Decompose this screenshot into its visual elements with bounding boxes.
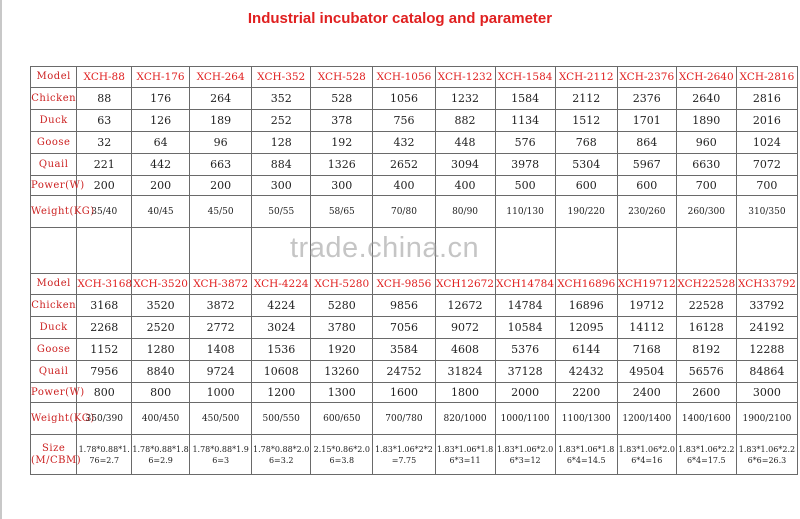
top-row-goose (31, 132, 798, 154)
weight-cell: 260/300 (676, 196, 736, 228)
chicken-cell: 22528 (676, 295, 736, 317)
blank-cell (736, 228, 797, 274)
duck-cell: 882 (435, 110, 495, 132)
size-cell: 1.83*1.06*2.26*4=17.5 (676, 435, 736, 475)
weight-cell: 230/260 (617, 196, 676, 228)
weight-cell: 70/80 (373, 196, 435, 228)
chicken-cell: 352 (252, 88, 311, 110)
power-cell: 600 (617, 176, 676, 196)
chicken-cell: 264 (190, 88, 252, 110)
power-cell: 400 (435, 176, 495, 196)
blank-cell (495, 228, 555, 274)
quail-cell: 663 (190, 154, 252, 176)
bottom-row-weight (31, 403, 798, 435)
model-cell: XCH-528 (311, 67, 373, 88)
duck-cell: 63 (77, 110, 132, 132)
power-cell: 1000 (190, 383, 252, 403)
goose-cell: 1024 (736, 132, 797, 154)
model-cell: XCH-1232 (435, 67, 495, 88)
model-cell: XCH22528 (676, 274, 736, 295)
catalog-table-bottom (30, 273, 798, 475)
model-cell: XCH-5280 (311, 274, 373, 295)
weight-cell: 350/390 (77, 403, 132, 435)
size-cell: 1.83*1.06*1.86*3=11 (435, 435, 495, 475)
model-cell: XCH-2112 (555, 67, 617, 88)
duck-cell: 189 (190, 110, 252, 132)
quail-cell: 31824 (435, 361, 495, 383)
model-cell: XCH-3520 (132, 274, 190, 295)
blank-cell (555, 228, 617, 274)
model-cell: XCH33792 (736, 274, 797, 295)
row-label-chicken: Chicken (31, 88, 77, 110)
power-cell: 400 (373, 176, 435, 196)
chicken-cell: 176 (132, 88, 190, 110)
quail-cell: 24752 (373, 361, 435, 383)
chicken-cell: 4224 (252, 295, 311, 317)
weight-cell: 190/220 (555, 196, 617, 228)
model-cell: XCH-1584 (495, 67, 555, 88)
goose-cell: 3584 (373, 339, 435, 361)
blank-cell (77, 228, 132, 274)
size-cell: 1.78*0.88*1.86=2.9 (132, 435, 190, 475)
weight-cell: 35/40 (77, 196, 132, 228)
duck-cell: 16128 (676, 317, 736, 339)
chicken-cell: 3168 (77, 295, 132, 317)
duck-cell: 2268 (77, 317, 132, 339)
duck-cell: 2772 (190, 317, 252, 339)
chicken-cell: 19712 (617, 295, 676, 317)
goose-cell: 6144 (555, 339, 617, 361)
size-cell: 1.83*1.06*2.06*4=16 (617, 435, 676, 475)
duck-cell: 2520 (132, 317, 190, 339)
goose-cell: 864 (617, 132, 676, 154)
bottom-row-model (31, 274, 798, 295)
weight-cell: 1400/1600 (676, 403, 736, 435)
top-row-model (31, 67, 798, 88)
model-cell: XCH16896 (555, 274, 617, 295)
row-label-power: Power(W) (31, 383, 77, 403)
quail-cell: 3094 (435, 154, 495, 176)
chicken-cell: 1232 (435, 88, 495, 110)
weight-cell: 40/45 (132, 196, 190, 228)
quail-cell: 5967 (617, 154, 676, 176)
power-cell: 2600 (676, 383, 736, 403)
bottom-row-power (31, 383, 798, 403)
weight-cell: 50/55 (252, 196, 311, 228)
quail-cell: 3978 (495, 154, 555, 176)
goose-cell: 8192 (676, 339, 736, 361)
weight-cell: 600/650 (311, 403, 373, 435)
duck-cell: 1134 (495, 110, 555, 132)
power-cell: 3000 (736, 383, 797, 403)
size-cell: 1.78*0.88*1.96=3 (190, 435, 252, 475)
model-cell: XCH14784 (495, 274, 555, 295)
weight-cell: 820/1000 (435, 403, 495, 435)
row-label-duck: Duck (31, 317, 77, 339)
chicken-cell: 3872 (190, 295, 252, 317)
weight-cell: 700/780 (373, 403, 435, 435)
quail-cell: 221 (77, 154, 132, 176)
quail-cell: 49504 (617, 361, 676, 383)
bottom-row-goose (31, 339, 798, 361)
size-cell: 2.15*0.86*2.06=3.8 (311, 435, 373, 475)
weight-cell: 1100/1300 (555, 403, 617, 435)
duck-cell: 9072 (435, 317, 495, 339)
chicken-cell: 1056 (373, 88, 435, 110)
quail-cell: 442 (132, 154, 190, 176)
duck-cell: 1512 (555, 110, 617, 132)
model-cell: XCH-2376 (617, 67, 676, 88)
duck-cell: 378 (311, 110, 373, 132)
goose-cell: 1536 (252, 339, 311, 361)
goose-cell: 768 (555, 132, 617, 154)
model-cell: XCH-3872 (190, 274, 252, 295)
duck-cell: 3024 (252, 317, 311, 339)
model-cell: XCH-2816 (736, 67, 797, 88)
row-label-power: Power(W) (31, 176, 77, 196)
duck-cell: 12095 (555, 317, 617, 339)
top-row-chicken (31, 88, 798, 110)
weight-cell: 500/550 (252, 403, 311, 435)
model-cell: XCH-3168 (77, 274, 132, 295)
weight-cell: 1200/1400 (617, 403, 676, 435)
model-cell: XCH12672 (435, 274, 495, 295)
size-cell: 1.78*0.88*2.06=3.2 (252, 435, 311, 475)
power-cell: 1600 (373, 383, 435, 403)
model-cell: XCH-9856 (373, 274, 435, 295)
chicken-cell: 88 (77, 88, 132, 110)
bottom-row-quail (31, 361, 798, 383)
bottom-row-size (31, 435, 798, 475)
model-cell: XCH-264 (190, 67, 252, 88)
model-cell: XCH-176 (132, 67, 190, 88)
power-cell: 600 (555, 176, 617, 196)
quail-cell: 7072 (736, 154, 797, 176)
power-cell: 700 (736, 176, 797, 196)
chicken-cell: 3520 (132, 295, 190, 317)
quail-cell: 6630 (676, 154, 736, 176)
power-cell: 800 (77, 383, 132, 403)
weight-cell: 450/500 (190, 403, 252, 435)
row-label-duck: Duck (31, 110, 77, 132)
quail-cell: 84864 (736, 361, 797, 383)
model-cell: XCH-2640 (676, 67, 736, 88)
size-cell: 1.83*1.06*2.06*3=12 (495, 435, 555, 475)
goose-cell: 7168 (617, 339, 676, 361)
goose-cell: 1152 (77, 339, 132, 361)
size-cell: 1.78*0.88*1.76=2.7 (77, 435, 132, 475)
chicken-cell: 2640 (676, 88, 736, 110)
row-label-weight: Weight(KG) (31, 403, 77, 435)
power-cell: 700 (676, 176, 736, 196)
goose-cell: 448 (435, 132, 495, 154)
chicken-cell: 528 (311, 88, 373, 110)
weight-cell: 45/50 (190, 196, 252, 228)
row-label-model: Model (31, 274, 77, 295)
duck-cell: 7056 (373, 317, 435, 339)
power-cell: 1300 (311, 383, 373, 403)
goose-cell: 576 (495, 132, 555, 154)
quail-cell: 1326 (311, 154, 373, 176)
row-label-goose: Goose (31, 132, 77, 154)
size-cell: 1.83*1.06*1.86*4=14.5 (555, 435, 617, 475)
duck-cell: 10584 (495, 317, 555, 339)
goose-cell: 64 (132, 132, 190, 154)
duck-cell: 24192 (736, 317, 797, 339)
quail-cell: 13260 (311, 361, 373, 383)
duck-cell: 1890 (676, 110, 736, 132)
goose-cell: 12288 (736, 339, 797, 361)
goose-cell: 1280 (132, 339, 190, 361)
quail-cell: 10608 (252, 361, 311, 383)
duck-cell: 2016 (736, 110, 797, 132)
chicken-cell: 33792 (736, 295, 797, 317)
power-cell: 1800 (435, 383, 495, 403)
power-cell: 2400 (617, 383, 676, 403)
blank-cell (617, 228, 676, 274)
goose-cell: 128 (252, 132, 311, 154)
weight-cell: 310/350 (736, 196, 797, 228)
goose-cell: 192 (311, 132, 373, 154)
bottom-row-duck (31, 317, 798, 339)
blank-cell (190, 228, 252, 274)
power-cell: 200 (132, 176, 190, 196)
quail-cell: 2652 (373, 154, 435, 176)
chicken-cell: 9856 (373, 295, 435, 317)
goose-cell: 1920 (311, 339, 373, 361)
model-cell: XCH-4224 (252, 274, 311, 295)
goose-cell: 4608 (435, 339, 495, 361)
row-label-quail: Quail (31, 154, 77, 176)
power-cell: 800 (132, 383, 190, 403)
model-cell: XCH19712 (617, 274, 676, 295)
goose-cell: 960 (676, 132, 736, 154)
duck-cell: 252 (252, 110, 311, 132)
goose-cell: 32 (77, 132, 132, 154)
quail-cell: 42432 (555, 361, 617, 383)
chicken-cell: 2376 (617, 88, 676, 110)
quail-cell: 9724 (190, 361, 252, 383)
duck-cell: 126 (132, 110, 190, 132)
bottom-row-chicken (31, 295, 798, 317)
blank-cell (676, 228, 736, 274)
weight-cell: 80/90 (435, 196, 495, 228)
size-cell: 1.83*1.06*2.26*6=26.3 (736, 435, 797, 475)
top-row-power (31, 176, 798, 196)
quail-cell: 56576 (676, 361, 736, 383)
weight-cell: 1000/1100 (495, 403, 555, 435)
duck-cell: 14112 (617, 317, 676, 339)
quail-cell: 8840 (132, 361, 190, 383)
model-cell: XCH-88 (77, 67, 132, 88)
goose-cell: 1408 (190, 339, 252, 361)
power-cell: 200 (77, 176, 132, 196)
top-row-weight (31, 196, 798, 228)
row-label-size: Size (M/CBM) (31, 435, 77, 475)
chicken-cell: 2816 (736, 88, 797, 110)
power-cell: 200 (190, 176, 252, 196)
row-label-weight: Weight(KG) (31, 196, 77, 228)
power-cell: 1200 (252, 383, 311, 403)
row-label-chicken: Chicken (31, 295, 77, 317)
quail-cell: 5304 (555, 154, 617, 176)
chicken-cell: 12672 (435, 295, 495, 317)
weight-cell: 58/65 (311, 196, 373, 228)
weight-cell: 110/130 (495, 196, 555, 228)
goose-cell: 5376 (495, 339, 555, 361)
power-cell: 2000 (495, 383, 555, 403)
row-label-blank (31, 228, 77, 274)
blank-cell (132, 228, 190, 274)
chicken-cell: 16896 (555, 295, 617, 317)
chicken-cell: 1584 (495, 88, 555, 110)
weight-cell: 1900/2100 (736, 403, 797, 435)
row-label-quail: Quail (31, 361, 77, 383)
row-label-goose: Goose (31, 339, 77, 361)
chicken-cell: 2112 (555, 88, 617, 110)
top-row-quail (31, 154, 798, 176)
duck-cell: 756 (373, 110, 435, 132)
goose-cell: 96 (190, 132, 252, 154)
model-cell: XCH-1056 (373, 67, 435, 88)
power-cell: 500 (495, 176, 555, 196)
duck-cell: 1701 (617, 110, 676, 132)
power-cell: 2200 (555, 383, 617, 403)
chicken-cell: 5280 (311, 295, 373, 317)
weight-cell: 400/450 (132, 403, 190, 435)
page-title: Industrial incubator catalog and parameter (247, 10, 553, 27)
size-cell: 1.83*1.06*2*2=7.75 (373, 435, 435, 475)
quail-cell: 884 (252, 154, 311, 176)
quail-cell: 7956 (77, 361, 132, 383)
power-cell: 300 (252, 176, 311, 196)
goose-cell: 432 (373, 132, 435, 154)
top-row-duck (31, 110, 798, 132)
chicken-cell: 14784 (495, 295, 555, 317)
model-cell: XCH-352 (252, 67, 311, 88)
row-label-model: Model (31, 67, 77, 88)
duck-cell: 3780 (311, 317, 373, 339)
quail-cell: 37128 (495, 361, 555, 383)
power-cell: 300 (311, 176, 373, 196)
page-left-rule (0, 0, 2, 519)
watermark: trade.china.cn (290, 232, 480, 264)
